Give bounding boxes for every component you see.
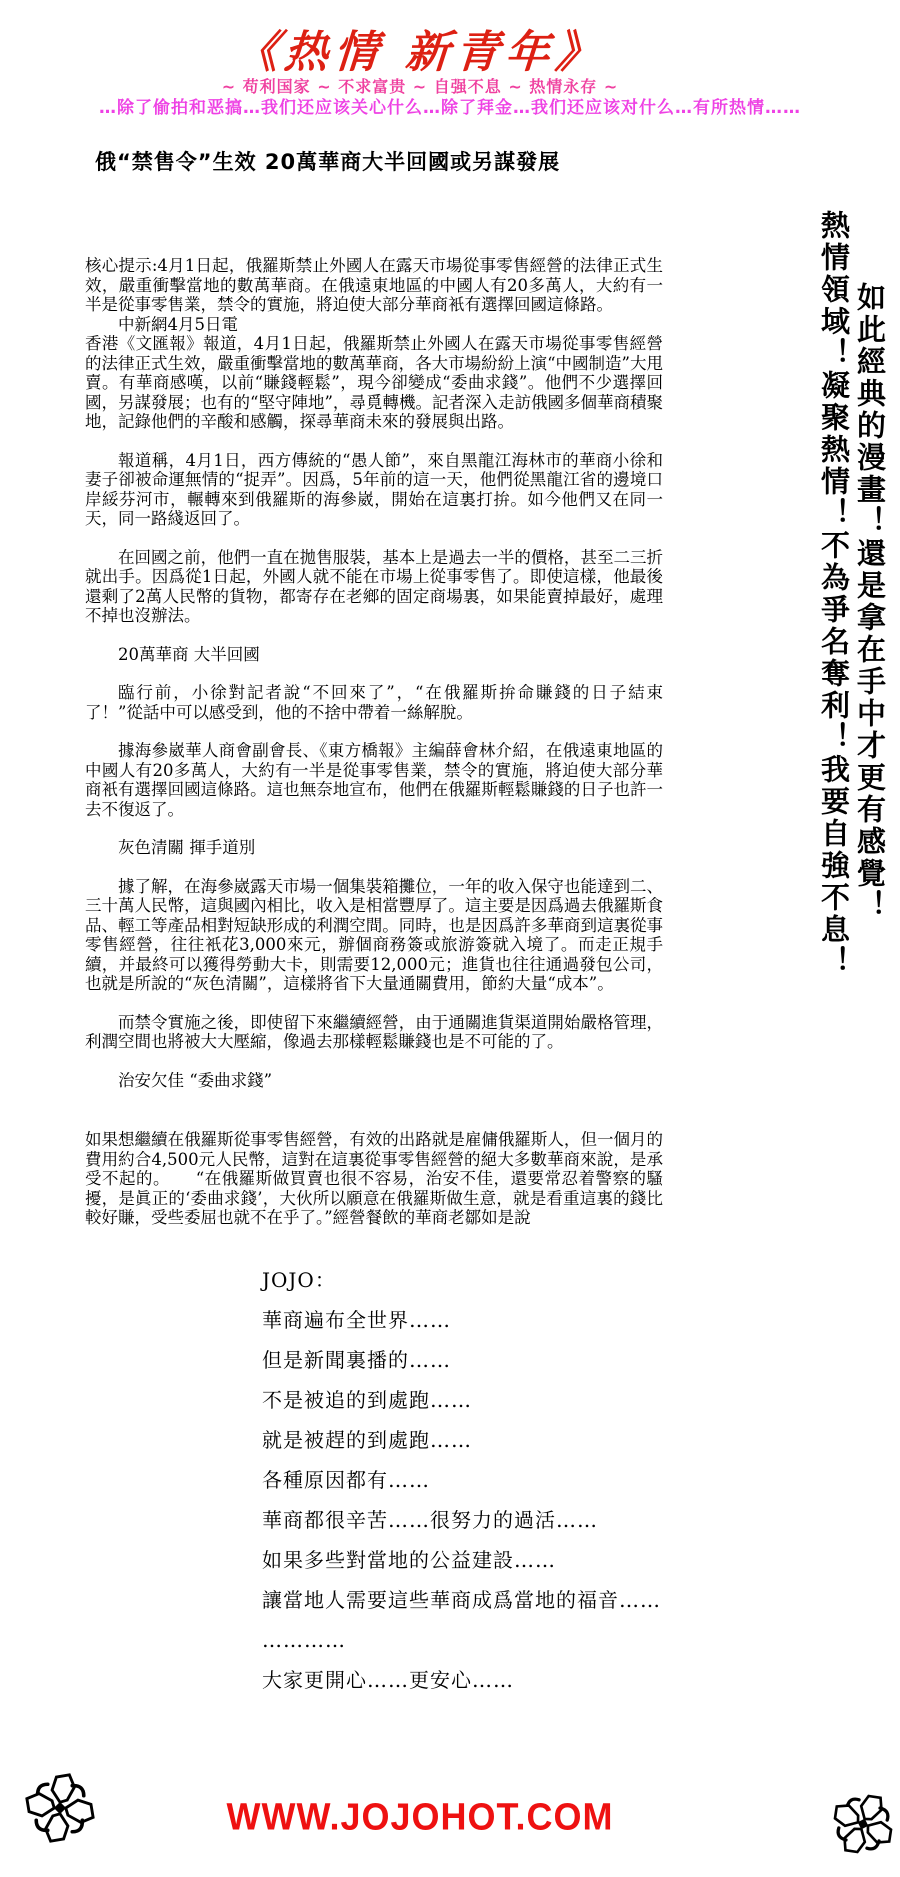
vertical-slogan-right: 如此經典的漫畫！還是拿在手中才更有感覺！ bbox=[853, 282, 887, 922]
jojo-line: 如果多些對當地的公益建設…… bbox=[262, 1548, 556, 1572]
footer-url-link[interactable]: WWW.JOJOHOT.COM bbox=[226, 1794, 614, 1838]
article-paragraph: 在回國之前，他們一直在拋售服裝，基本上是過去一半的價格，甚至二三折就出手。因爲從1日起，外國人就不能在市場上從事零售了。即使這樣，他最後還剩了2萬人民幣的貨物，都寄存在老鄉的固定商場裏，如果能賣掉最好，處理不掉也沒辦法。 bbox=[85, 547, 663, 625]
jojo-line: 讓當地人需要這些華商成爲當地的福音…… bbox=[262, 1588, 661, 1612]
jojo-line: 但是新聞裏播的…… bbox=[262, 1348, 451, 1372]
jojo-note bbox=[262, 1260, 661, 1700]
motto-line-2: …除了偷拍和恶搞…我们还应该关心什么…除了拜金…我们还应该对什么…有所热情…… bbox=[99, 98, 801, 118]
article-paragraph: 灰色清關 揮手道別 bbox=[118, 838, 256, 857]
vertical-slogan-left: 熱情領域！凝聚熱情！不為爭名奪利！我要自強不息！ bbox=[817, 210, 851, 978]
flower-ornament-right-icon bbox=[830, 1786, 896, 1862]
article-paragraph: 報道稱，4月1日，西方傳統的“愚人節”，來自黑龍江海林市的華商小徐和妻子卻被命運無情的“捉弄”。因爲，5年前的這一天，他們從黑龍江省的邊境口岸綏芬河市，輾轉來到俄羅斯的海參崴，開始在這裏打拚。如今他們又在同一天，同一路綫返回了。 bbox=[85, 450, 663, 528]
article-paragraph: 臨行前，小徐對記者說“不回來了”，“在俄羅斯拚命賺錢的日子結束了！”從話中可以感受到，他的不捨中帶着一絲解脫。 bbox=[85, 683, 663, 722]
jojo-line: 華商遍布全世界…… bbox=[262, 1308, 451, 1332]
jojo-line: ………… bbox=[262, 1628, 346, 1652]
article-paragraph: 而禁令實施之後，即使留下來繼續經營，由于通關進貨渠道開始嚴格管理，利潤空間也將被大大壓縮，像過去那樣輕鬆賺錢也是不可能的了。 bbox=[85, 1012, 663, 1051]
page-title: 《热情 新青年》 bbox=[232, 27, 608, 78]
article-paragraph: 據了解，在海參崴露天市場一個集裝箱攤位，一年的收入保守也能達到二、三十萬人民幣，這與國內相比，收入是相當豐厚了。這主要是因爲過去俄羅斯食品、輕工等產品相對短缺形成的利潤空間。同時，也是因爲許多華商到這裏從事零售經營，往往衹花3,000來元，辦個商務簽或旅游簽就入境了。而走正規手續，并最終可以獲得勞動大卡，則需要12,000元；進貨也往往通過發包公司，也就是所說的“灰色清關”，這樣將省下大量通關費用，節約大量“成本”。 bbox=[85, 876, 663, 993]
jojo-line: JOJO： bbox=[262, 1268, 336, 1292]
article-paragraph: 香港《文匯報》報道，4月1日起，俄羅斯禁止外國人在露天市場從事零售經營的法律正式生效，嚴重衝擊當地的數萬華商，各大市場紛紛上演“中國制造”大甩賣。有華商感嘆，以前“賺錢輕鬆”，現今卻變成“委曲求錢”。他們不少選擇回國，另謀發展；也有的“堅守陣地”，尋覓轉機。記者深入走訪俄國多個華商積聚地，記錄他們的辛酸和感觸，探尋華商未來的發展與出路。 bbox=[85, 334, 663, 431]
jojo-line: 大家更開心……更安心…… bbox=[262, 1668, 514, 1692]
motto-line-1: ~ 苟利国家 ~ 不求富贵 ~ 自强不息 ~ 热情永存 ~ bbox=[221, 77, 619, 96]
article-paragraph: 核心提示:4月1日起，俄羅斯禁止外國人在露天市場從事零售經營的法律正式生效，嚴重衝擊當地的數萬華商。在俄遠東地區的中國人有20多萬人，大約有一半是從事零售業，禁令的實施，將迫使大部分華商衹有選擇回國這條路。 bbox=[85, 256, 663, 314]
jojo-line: 各種原因都有…… bbox=[262, 1468, 430, 1492]
article-body bbox=[85, 256, 663, 1247]
jojo-line: 不是被追的到處跑…… bbox=[262, 1388, 472, 1412]
article-paragraph: 據海參崴華人商會副會長、《東方橋報》主編薛會林介紹，在俄遠東地區的中國人有20多萬人，大約有一半是從事零售業，禁令的實施，將迫使大部分華商衹有選擇回國這條路。這也無奈地宣布，他們在俄羅斯輕鬆賺錢的日子也許一去不復返了。 bbox=[85, 741, 663, 819]
jojo-line: 華商都很辛苦……很努力的過活…… bbox=[262, 1508, 598, 1532]
jojo-line: 就是被趕的到處跑…… bbox=[262, 1428, 472, 1452]
article-paragraph: 中新網4月5日電 bbox=[118, 314, 238, 334]
article-paragraph: 如果想繼續在俄羅斯從事零售經營，有效的出路就是雇傭俄羅斯人，但一個月的費用約合4,500元人民幣，這對在這裏從事零售經營的絕大多數華商來說，是承受不起的。 “在俄羅斯做買賣也很不容易，治安不佳，還要常忍着警察的騷擾，是眞正的‘委曲求錢’，大伙所以願意在俄羅斯做生意，就是看重這裏的錢比較好賺，受些委屈也就不在乎了。”經營餐飲的華商老鄒如是說 bbox=[85, 1130, 663, 1227]
article-headline: 俄“禁售令”生效 20萬華商大半回國或另謀發展 bbox=[95, 150, 561, 174]
article-paragraph: 20萬華商 大半回國 bbox=[118, 644, 260, 664]
article-paragraph: 治安欠佳 “委曲求錢” bbox=[118, 1070, 273, 1090]
